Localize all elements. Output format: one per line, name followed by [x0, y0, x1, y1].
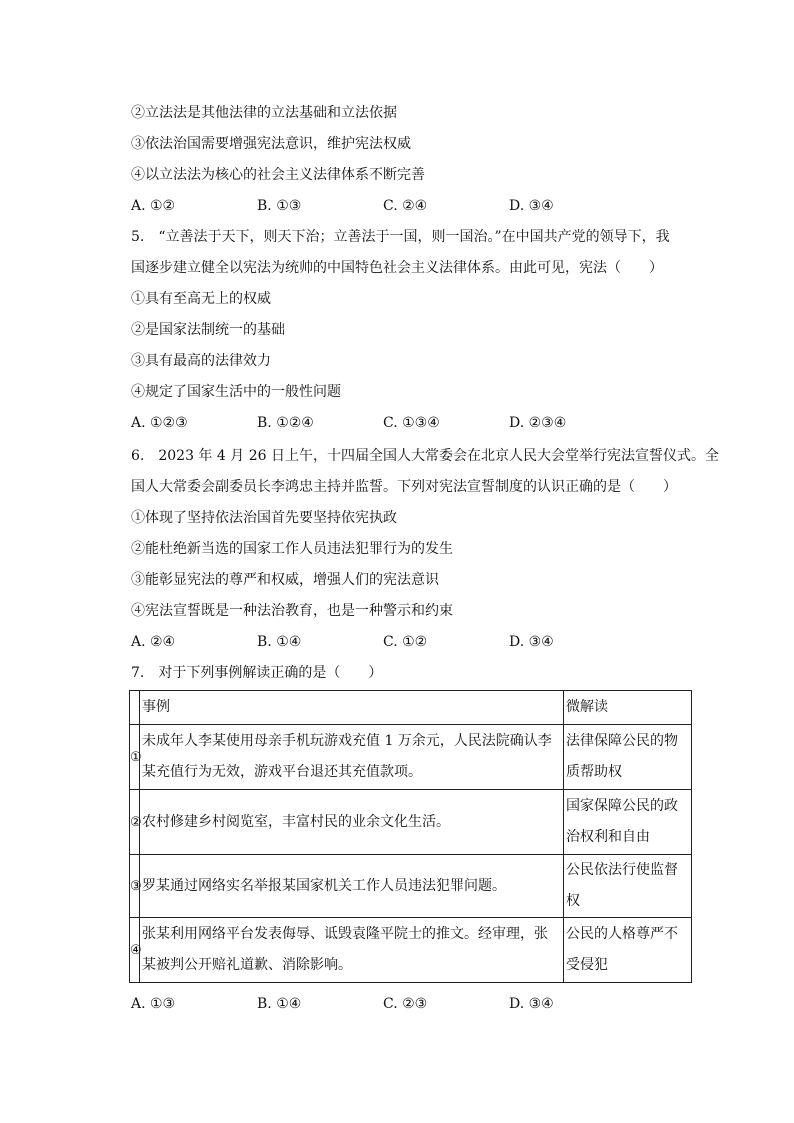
q5-stem-line-1: 5. “立善法于天下，则天下治；立善法于一国，则一国治。”在中国共产党的领导下，我 — [131, 229, 670, 245]
q5-statement-4: ④规定了国家生活中的一般性问题 — [131, 384, 341, 400]
q7-stem: 7. 对于下列事例解读正确的是（ ） — [131, 665, 383, 681]
q6-statement-2: ②能杜绝新当选的国家工作人员违法犯罪行为的发生 — [131, 541, 453, 557]
row-number: ③ — [130, 855, 140, 918]
case-cell: 罗某通过网络实名举报某国家机关工作人员违法犯罪问题。 — [140, 855, 564, 918]
table-header-row — [130, 691, 692, 725]
table-row — [130, 855, 692, 918]
q4-option-c: C. ②④ — [383, 198, 428, 214]
q4-statement-3: ③依法治国需要增强宪法意识，维护宪法权威 — [131, 136, 411, 152]
q4-options — [131, 196, 691, 216]
q6-options — [131, 632, 691, 652]
q4-option-b: B. ①③ — [257, 198, 302, 214]
q7-options — [131, 994, 691, 1014]
row-number: ④ — [130, 918, 140, 983]
q4-option-a: A. ①② — [131, 198, 176, 214]
reading-cell: 国家保障公民的政治权利和自由 — [564, 790, 692, 855]
header-number-cell — [130, 691, 140, 725]
q4-statement-4: ④以立法法为核心的社会主义法律体系不断完善 — [131, 167, 425, 183]
q5-option-a: A. ①②③ — [131, 415, 188, 431]
reading-cell: 公民依法行使监督权 — [564, 855, 692, 918]
q6-statement-4: ④宪法宣誓既是一种法治教育，也是一种警示和约束 — [131, 603, 453, 619]
case-cell: 张某利用网络平台发表侮辱、诋毁袁隆平院士的推文。经审理，张某被判公开赔礼道歉、消除影响。 — [140, 918, 564, 983]
table-row — [130, 725, 692, 790]
q6-option-a: A. ②④ — [131, 634, 176, 650]
q5-option-d: D. ②③④ — [509, 415, 567, 431]
q4-statement-2: ②立法法是其他法律的立法基础和立法依据 — [131, 105, 397, 121]
q7-case-table — [129, 690, 692, 983]
reading-cell: 公民的人格尊严不受侵犯 — [564, 918, 692, 983]
q4-option-d: D. ③④ — [509, 198, 554, 214]
q7-option-b: B. ①④ — [257, 996, 302, 1012]
q5-option-c: C. ①③④ — [383, 415, 440, 431]
q7-option-c: C. ②③ — [383, 996, 428, 1012]
q5-stem-line-2: 国逐步建立健全以宪法为统帅的中国特色社会主义法律体系。由此可见，宪法（ ） — [131, 260, 663, 276]
q6-statement-3: ③能彰显宪法的尊严和权威，增强人们的宪法意识 — [131, 572, 439, 588]
q5-option-b: B. ①②④ — [257, 415, 314, 431]
q6-option-b: B. ①④ — [257, 634, 302, 650]
q6-option-c: C. ①② — [383, 634, 428, 650]
header-reading-cell: 微解读 — [564, 691, 692, 725]
table-row — [130, 790, 692, 855]
q6-option-d: D. ③④ — [509, 634, 554, 650]
q6-stem-line-2: 国人大常委会副委员长李鸿忠主持并监誓。下列对宪法宣誓制度的认识正确的是（ ） — [131, 479, 677, 495]
q5-statement-3: ③具有最高的法律效力 — [131, 353, 271, 369]
table-row — [130, 918, 692, 983]
reading-cell: 法律保障公民的物质帮助权 — [564, 725, 692, 790]
q7-option-a: A. ①③ — [131, 996, 176, 1012]
row-number: ① — [130, 725, 140, 790]
case-cell: 农村修建乡村阅览室，丰富村民的业余文化生活。 — [140, 790, 564, 855]
q5-statement-2: ②是国家法制统一的基础 — [131, 322, 285, 338]
row-number: ② — [130, 790, 140, 855]
q6-stem-line-1: 6. 2023 年 4 月 26 日上午，十四届全国人大常委会在北京人民大会堂举行宪法宣誓仪式。全 — [131, 448, 719, 464]
q5-options — [131, 413, 691, 433]
case-cell: 未成年人李某使用母亲手机玩游戏充值 1 万余元，人民法院确认李某充值行为无效，游戏平台退还其充值款项。 — [140, 725, 564, 790]
q6-statement-1: ①体现了坚持依法治国首先要坚持依宪执政 — [131, 510, 397, 526]
header-case-cell: 事例 — [140, 691, 564, 725]
q5-statement-1: ①具有至高无上的权威 — [131, 291, 271, 307]
q7-option-d: D. ③④ — [509, 996, 554, 1012]
